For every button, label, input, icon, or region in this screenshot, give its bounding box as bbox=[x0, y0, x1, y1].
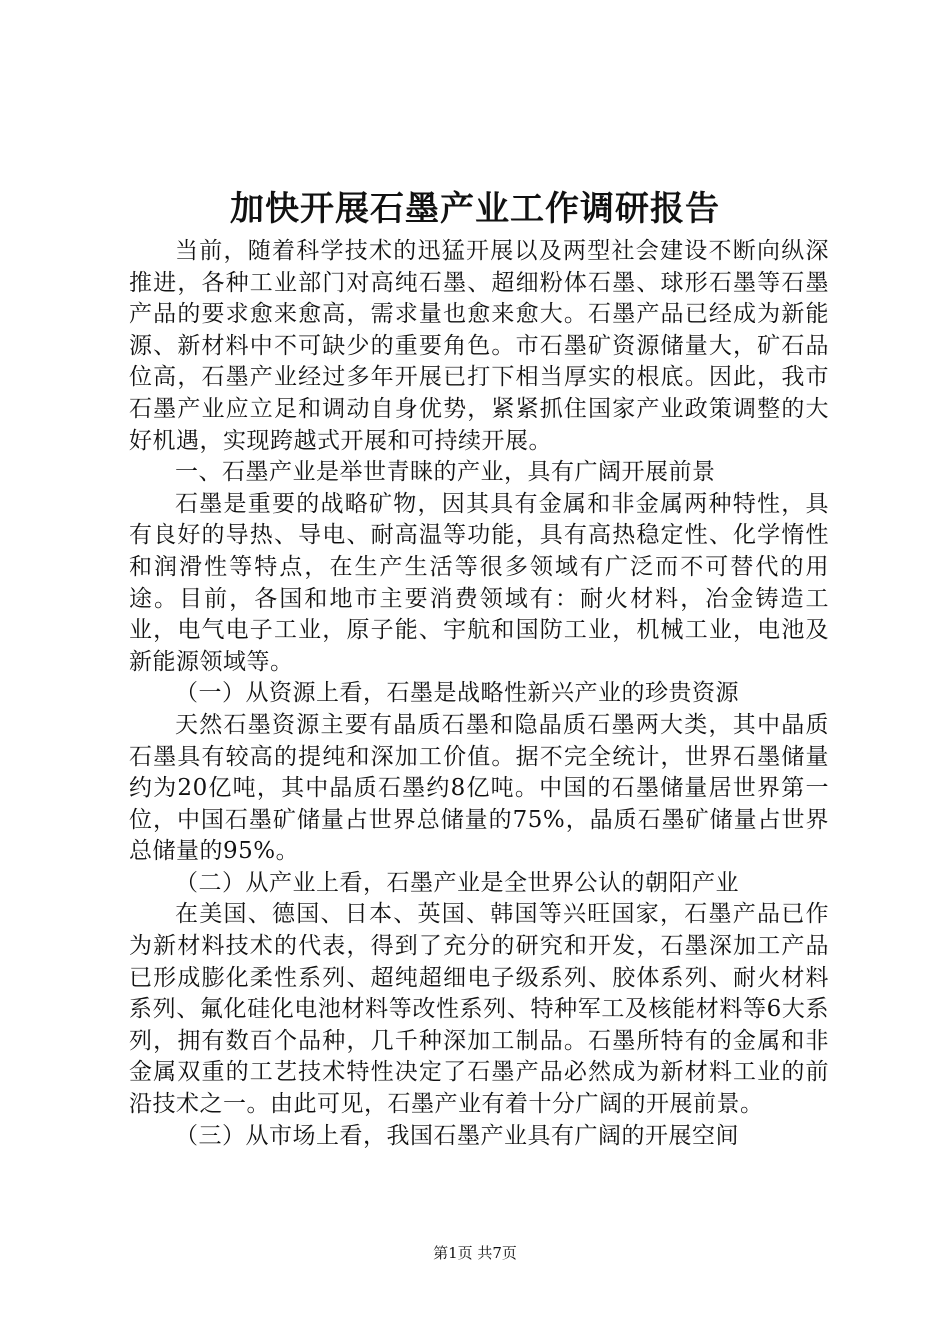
subsection-3-heading: （三）从市场上看，我国石墨产业具有广阔的开展空间 bbox=[175, 1122, 739, 1149]
subsection-1-heading: （一）从资源上看，石墨是战略性新兴产业的珍贵资源 bbox=[175, 680, 739, 707]
subsection-2-heading: （二）从产业上看，石墨产业是全世界公认的朝阳产业 bbox=[175, 869, 739, 896]
section-1-heading: 一、石墨产业是举世青睐的产业，具有广阔开展前景 bbox=[175, 459, 716, 486]
subsection-2-paragraph: 在美国、德国、日本、英国、韩国等兴旺国家，石墨产品已作为新材料技术的代表，得到了充分的研究和开发，石墨深加工产品已形成膨化柔性系列、超纯超细电子级系列、胶体系列、耐火材料系列、氟化硅化电池材料等改性系列、特种军工及核能材料等6大系列，拥有数百个品种，几千种深加工制品。石墨所特有的金属和非金属双重的工艺技术特性决定了石墨产品必然成为新材料工业的前沿技术之一。由此可见，石墨产业有着十分广阔的开展前景。 bbox=[129, 901, 829, 1118]
page-footer: 第1页 共7页 bbox=[433, 1244, 517, 1262]
subsection-1-paragraph: 天然石墨资源主要有晶质石墨和隐晶质石墨两大类，其中晶质石墨具有较高的提纯和深加工价值。据不完全统计，世界石墨储量约为20亿吨，其中晶质石墨约8亿吨。中国的石墨储量居世界第一位，中国石墨矿储量占世界总储量的75%，晶质石墨矿储量占世界总储量的95%。 bbox=[129, 711, 829, 865]
document-title: 加快开展石墨产业工作调研报告 bbox=[230, 189, 720, 229]
document-body bbox=[129, 236, 829, 1152]
intro-paragraph: 当前，随着科学技术的迅猛开展以及两型社会建设不断向纵深推进，各种工业部门对高纯石墨、超细粉体石墨、球形石墨等石墨产品的要求愈来愈高，需求量也愈来愈大。石墨产品已经成为新能源、新材料中不可缺少的重要角色。市石墨矿资源储量大，矿石品位高，石墨产业经过多年开展已打下相当厚实的根底。因此，我市石墨产业应立足和调动自身优势，紧紧抓住国家产业政策调整的大好机遇，实现跨越式开展和可持续开展。 bbox=[129, 238, 829, 454]
section-1-paragraph: 石墨是重要的战略矿物，因其具有金属和非金属两种特性，具有良好的导热、导电、耐高温等功能，具有高热稳定性、化学惰性和润滑性等特点，在生产生活等很多领域有广泛而不可替代的用途。目前，各国和地市主要消费领域有：耐火材料，冶金铸造工业，电气电子工业，原子能、宇航和国防工业，机械工业，电池及新能源领域等。 bbox=[129, 490, 829, 675]
